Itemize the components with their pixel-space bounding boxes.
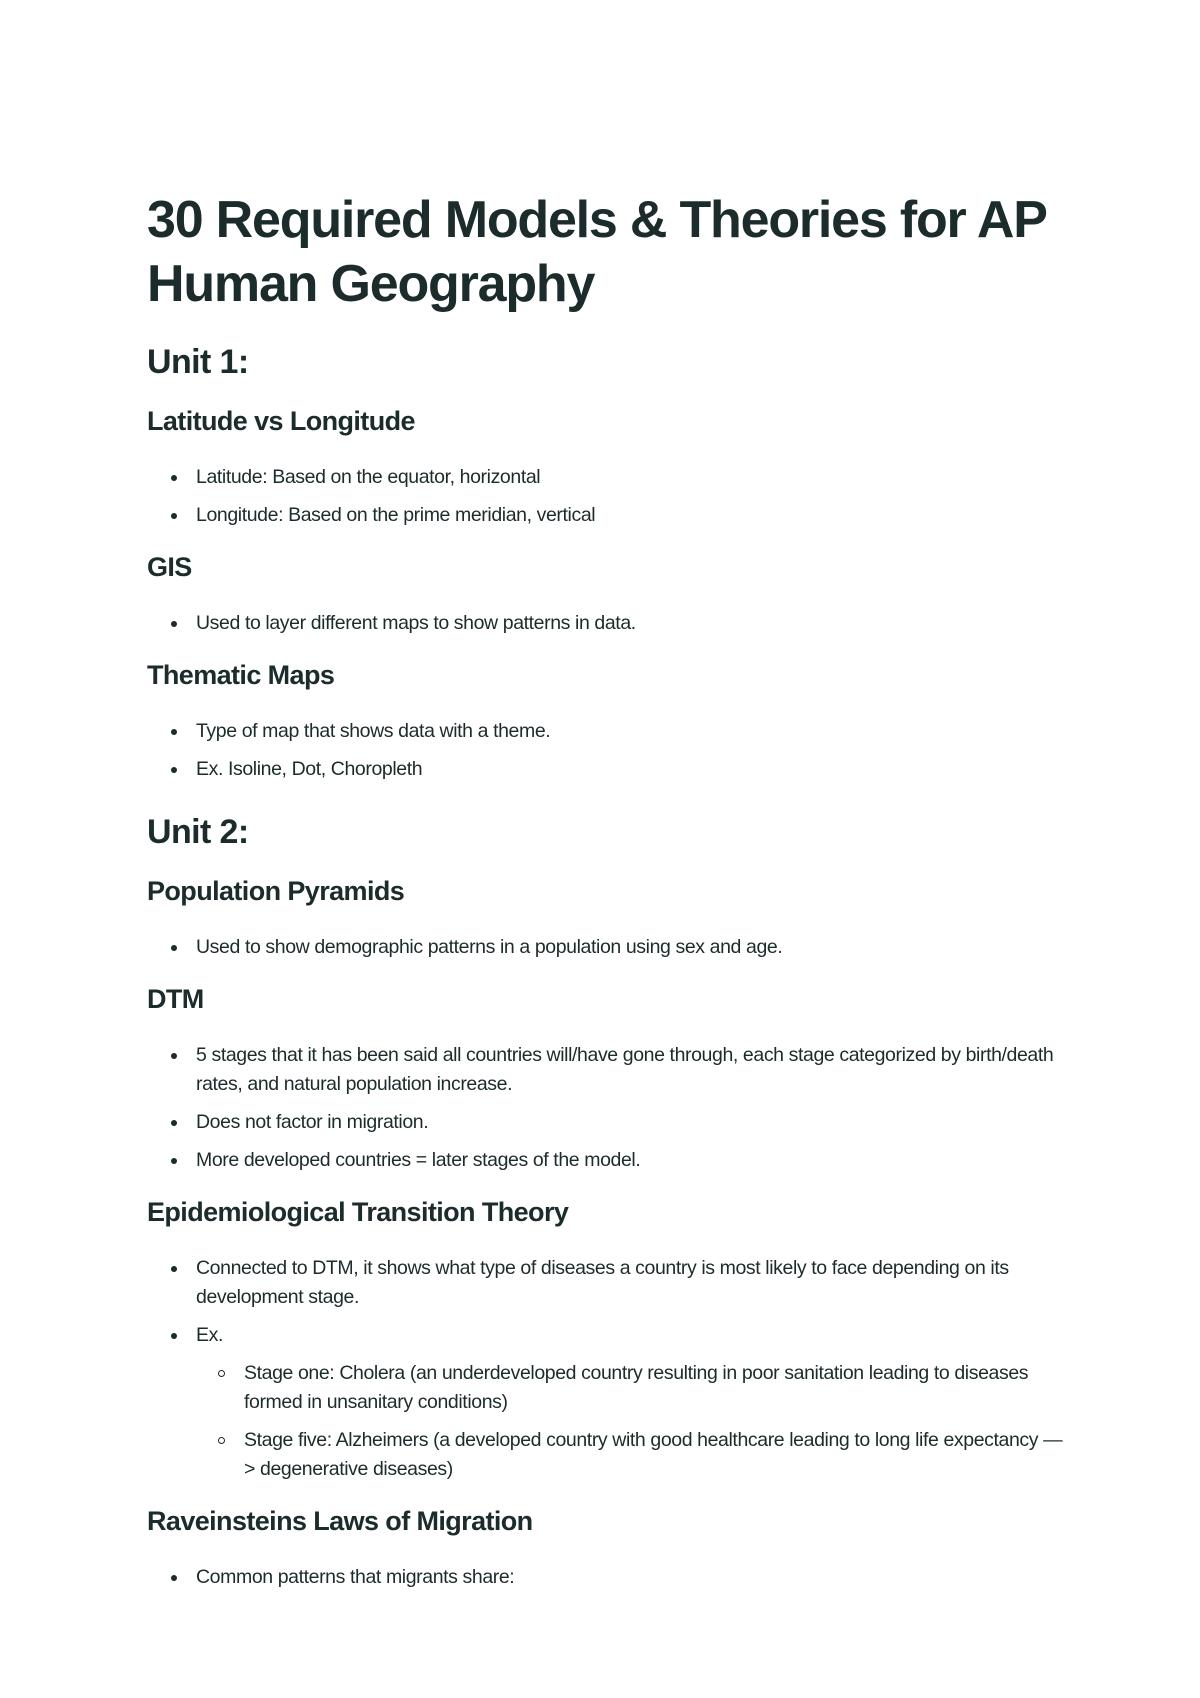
list-item: Used to layer different maps to show patterns in data. [147, 609, 1067, 638]
sub-list-item: Stage five: Alzheimers (a developed country with good healthcare leading to long life expectancy —> degenerative diseases) [147, 1426, 1067, 1484]
list-item: More developed countries = later stages of the model. [147, 1146, 1067, 1175]
section-heading: GIS [147, 552, 192, 582]
unit-heading: Unit 2: [147, 813, 249, 851]
section-heading: Epidemiological Transition Theory [147, 1197, 569, 1227]
document-title: 30 Required Models & Theories for AP Human Geography [147, 191, 1046, 313]
section-heading: Thematic Maps [147, 660, 335, 690]
list-item: Longitude: Based on the prime meridian, vertical [147, 501, 1067, 530]
list-item: Latitude: Based on the equator, horizontal [147, 463, 1067, 492]
section-heading: Latitude vs Longitude [147, 406, 415, 436]
list-item: Ex. [147, 1321, 1067, 1350]
list-item: Connected to DTM, it shows what type of diseases a country is most likely to face depending on its development stage. [147, 1254, 1067, 1312]
list-item: Ex. Isoline, Dot, Choropleth [147, 755, 1067, 784]
section-heading: Population Pyramids [147, 876, 405, 906]
bullet-list [147, 1041, 1067, 1175]
bullet-list [147, 463, 1067, 530]
bullet-list [147, 933, 1067, 962]
sub-list-item: Stage one: Cholera (an underdeveloped country resulting in poor sanitation leading to diseases formed in unsanitary conditions) [147, 1359, 1067, 1417]
list-item: Does not factor in migration. [147, 1108, 1067, 1137]
document-page [147, 188, 1067, 1592]
bullet-list [147, 1254, 1067, 1484]
bullet-list [147, 717, 1067, 784]
list-item: Common patterns that migrants share: [147, 1563, 1067, 1592]
section-heading: DTM [147, 984, 204, 1014]
bullet-list [147, 1563, 1067, 1592]
bullet-list [147, 609, 1067, 638]
section-heading: Raveinsteins Laws of Migration [147, 1506, 533, 1536]
unit-heading: Unit 1: [147, 343, 249, 381]
list-item: 5 stages that it has been said all countries will/have gone through, each stage categorized by birth/death rates, and natural population increase. [147, 1041, 1067, 1099]
list-item: Used to show demographic patterns in a population using sex and age. [147, 933, 1067, 962]
list-item: Type of map that shows data with a theme. [147, 717, 1067, 746]
